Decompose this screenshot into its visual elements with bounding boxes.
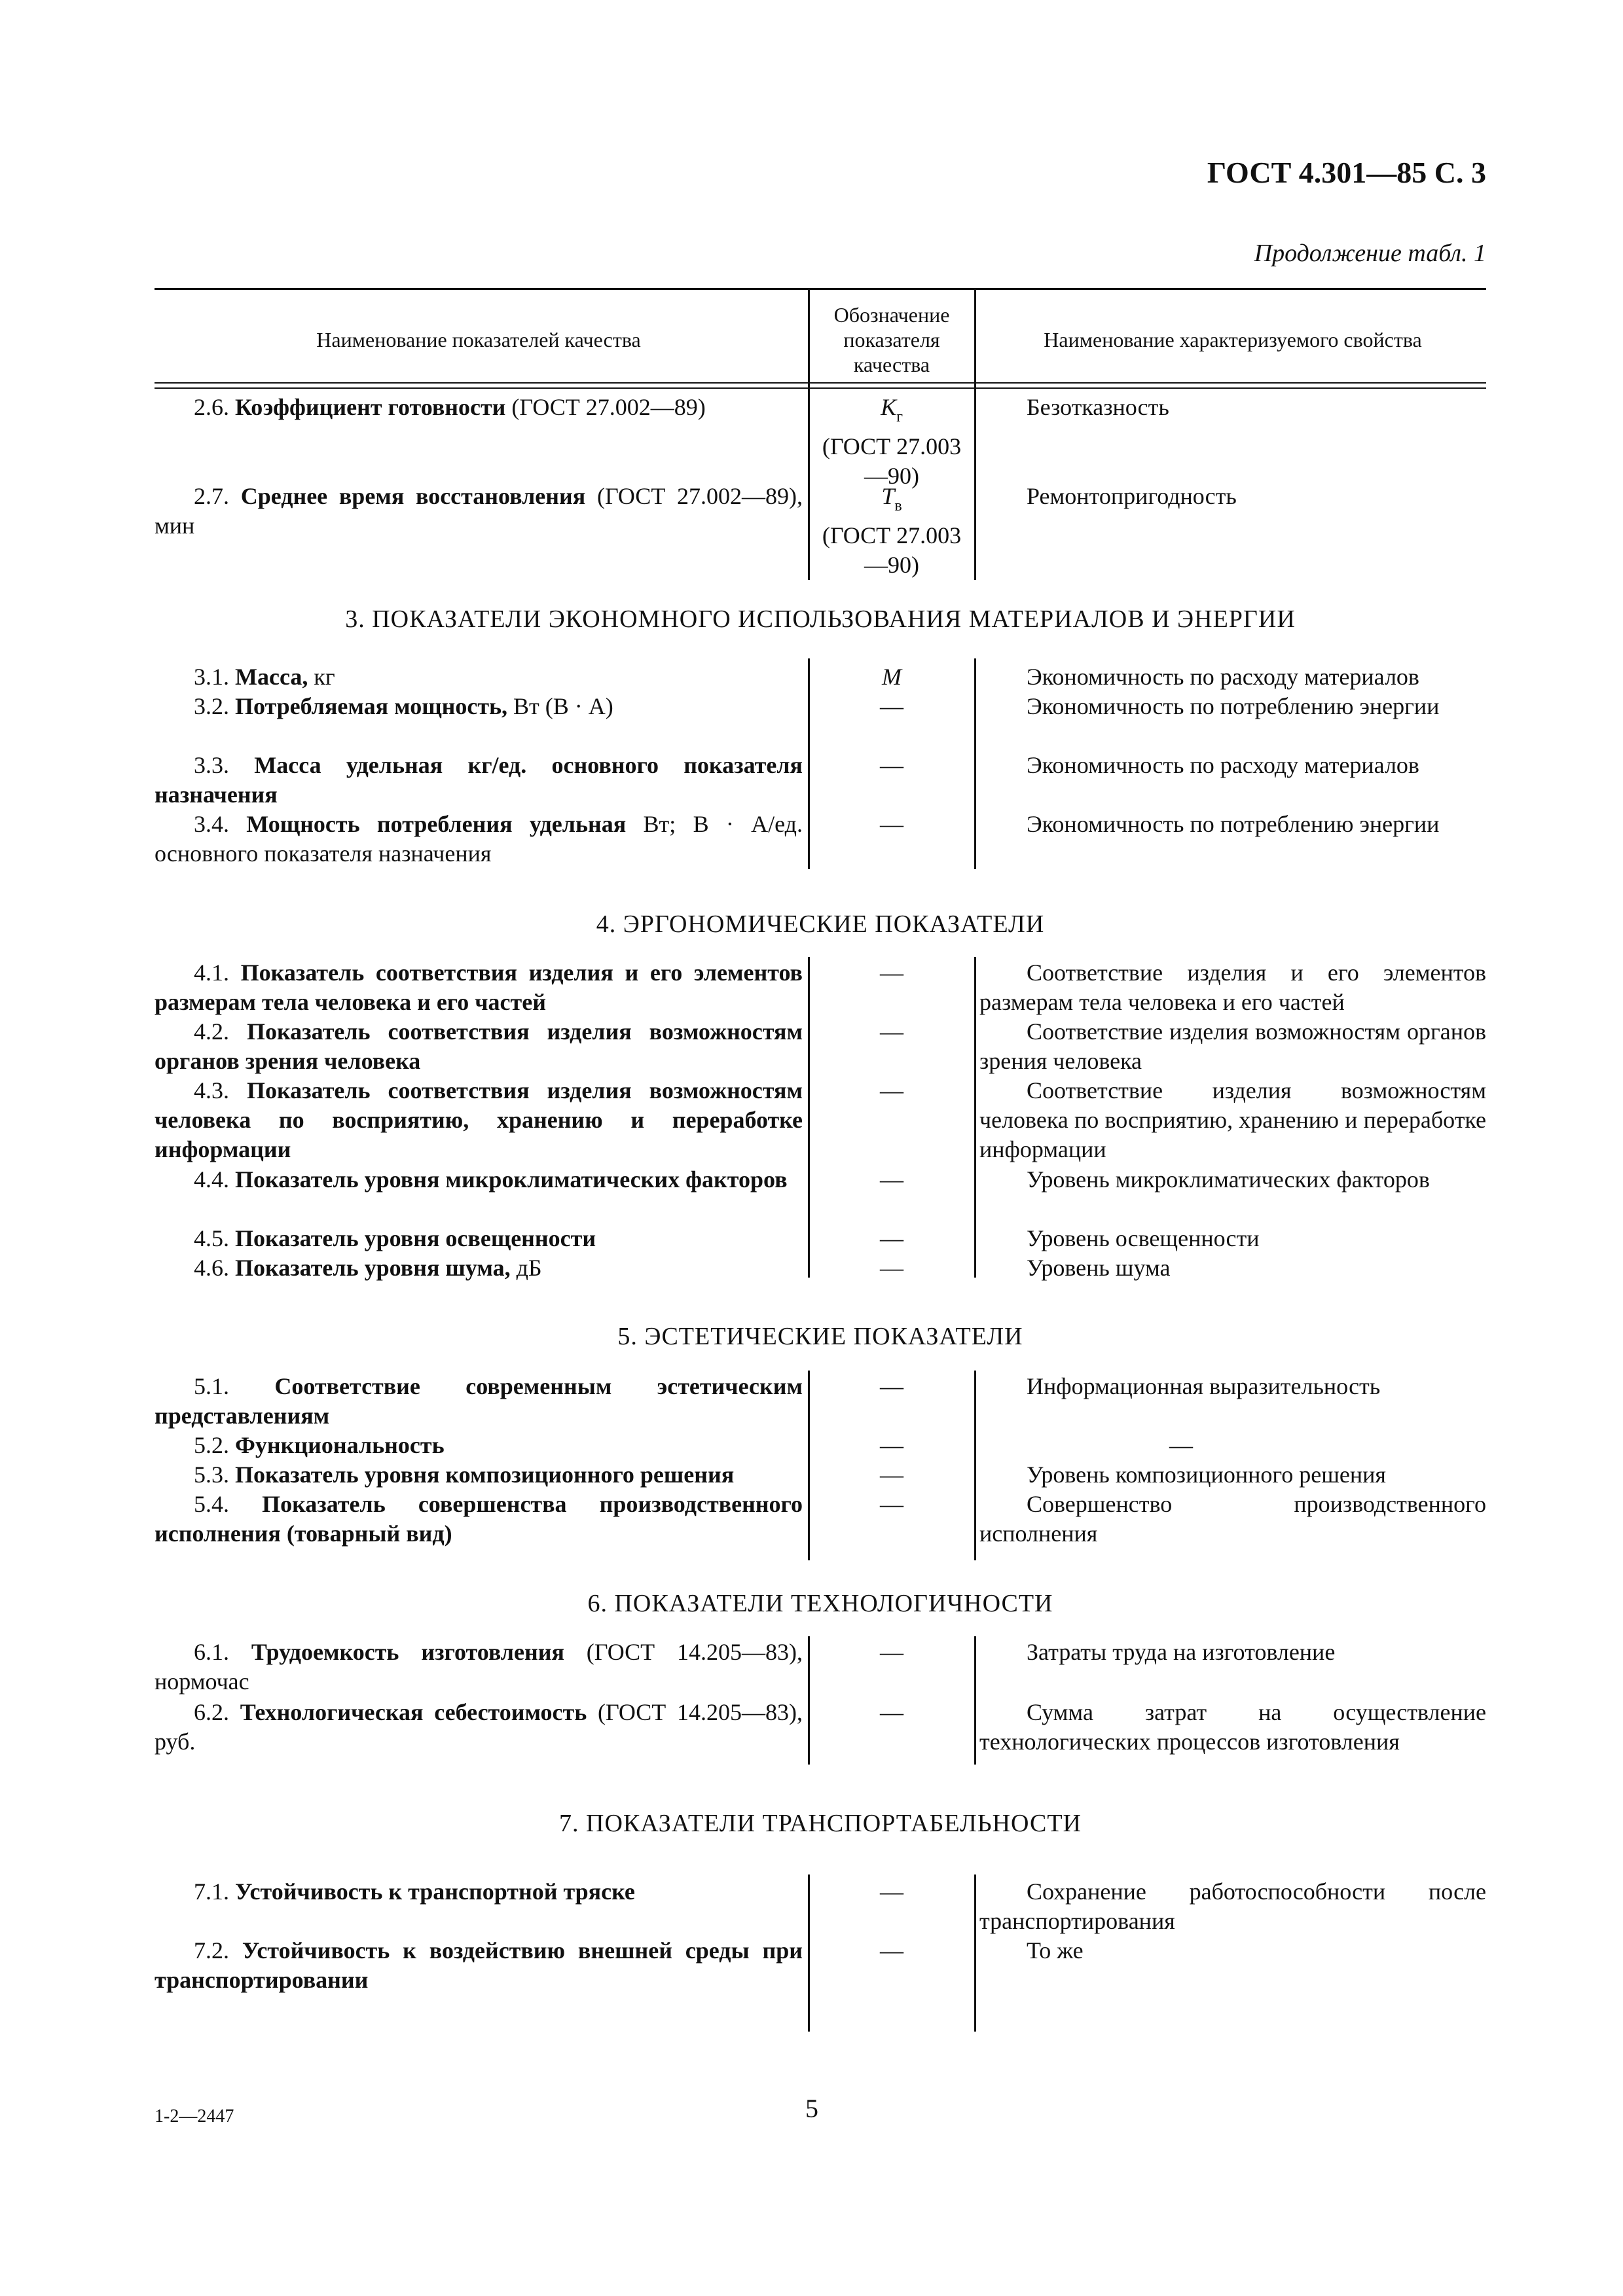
print-code: 1-2—2447 [155,2106,234,2126]
property-cell: Уровень освещенности [1027,1225,1260,1251]
property-cell: Уровень шума [1027,1255,1171,1281]
header-divider-2 [974,289,976,390]
indicator-symbol: — [880,693,903,719]
indicator-symbol: — [880,1878,903,1905]
property-cell: Соответствие изделия возможностям органов зрения человека [979,1018,1486,1074]
table-row: 3.3. Масса удельная кг/ед. основного показателя назначения [155,752,803,808]
indicator-symbol: — [880,1166,903,1193]
indicator-symbol: — [880,1937,903,1964]
table-row: 5.1. Соответствие современным эстетическим представлениям [155,1373,803,1429]
column-header-property: Наименование характеризуемого свойства [1044,328,1422,351]
body-divider-1 [808,1371,810,1560]
indicator-symbol: — [880,1077,903,1103]
property-cell: Информационная выразительность [1027,1373,1381,1399]
property-cell: Сохранение работоспособности после транспортирования [979,1878,1486,1934]
body-divider-2 [974,1874,976,2032]
table-row: 2.7. Среднее время восстановления (ГОСТ 27.002—89), мин [155,483,803,539]
table-top-rule [155,288,1486,290]
indicator-name: Коэффициент готовности [235,394,506,420]
property-cell: Экономичность по потреблению энергии [1027,693,1440,719]
table-row: 7.2. Устойчивость к воздействию внешней среды при транспортировании [155,1937,803,1993]
table-row: 4.4. Показатель уровня микроклиматических факторов [194,1166,788,1193]
table-row: 7.1. Устойчивость к транспортной тряске [194,1878,635,1905]
column-header-designation: Обозначение показателя качества [833,303,950,376]
property-cell: Сумма затрат на осуществление технологических процессов изготовления [979,1699,1486,1755]
header-double-rule-b [155,387,1486,389]
page-number: 5 [805,2094,818,2123]
indicator-symbol: — [880,1699,903,1725]
property-cell: Экономичность по потреблению энергии [1027,811,1440,837]
indicator-symbol: — [880,811,903,837]
body-divider-2 [974,658,976,869]
property-cell: — [1169,1432,1193,1458]
indicator-symbol: — [880,1432,903,1458]
indicator-symbol: $T_в$ (ГОСТ 27.003—90) [822,483,962,578]
indicator-symbol: — [880,1255,903,1281]
property-cell: Безотказность [1027,394,1169,420]
table-row: 3.2. Потребляемая мощность, Вт (В · А) [194,693,613,719]
property-cell: Соответствие изделия и его элементов размерам тела человека и его частей [979,960,1486,1015]
property-cell: То же [1027,1937,1084,1964]
indicator-symbol: — [880,1018,903,1045]
section-title: 3. ПОКАЗАТЕЛИ ЭКОНОМНОГО ИСПОЛЬЗОВАНИЯ МАТЕРИАЛОВ И ЭНЕРГИИ [345,605,1296,633]
body-divider-1 [808,390,810,580]
property-cell: Соответствие изделия возможностям человека по восприятию, хранению и переработке информации [979,1077,1486,1162]
indicator-symbol: — [880,1639,903,1665]
section-title: 7. ПОКАЗАТЕЛИ ТРАНСПОРТАБЕЛЬНОСТИ [559,1810,1082,1837]
indicator-symbol: — [880,960,903,986]
table-row: 4.2. Показатель соответствия изделия возможностям органов зрения человека [155,1018,803,1074]
indicator-symbol: — [880,1373,903,1399]
body-divider-2 [974,1636,976,1765]
body-divider-2 [974,390,976,580]
document-header: ГОСТ 4.301—85 С. 3 [1207,156,1486,189]
body-divider-1 [808,957,810,1278]
body-divider-1 [808,1636,810,1765]
indicator-symbol: — [880,1491,903,1517]
table-row: 6.2. Технологическая себестоимость (ГОСТ 14.205—83), руб. [155,1699,803,1755]
section-title: 6. ПОКАЗАТЕЛИ ТЕХНОЛОГИЧНОСТИ [587,1590,1053,1617]
property-cell: Экономичность по расходу материалов [1027,664,1419,690]
body-divider-2 [974,957,976,1278]
section-title: 4. ЭРГОНОМИЧЕСКИЕ ПОКАЗАТЕЛИ [596,910,1045,938]
body-divider-1 [808,1874,810,2032]
indicator-symbol: — [880,1225,903,1251]
table-row: 3.1. Масса, кг [194,664,335,690]
section-title: 5. ЭСТЕТИЧЕСКИЕ ПОКАЗАТЕЛИ [617,1323,1023,1350]
property-cell: Уровень микроклиматических факторов [1027,1166,1430,1193]
body-divider-1 [808,658,810,869]
header-divider-1 [808,289,810,390]
indicator-name: Среднее время восстановления [240,483,586,509]
indicator-symbol: M [882,664,902,690]
property-cell: Ремонтопригодность [1027,483,1237,509]
property-cell: Затраты труда на изготовление [1027,1639,1336,1665]
table-row: 4.6. Показатель уровня шума, дБ [194,1255,542,1281]
indicator-symbol: $K_г$ (ГОСТ 27.003—90) [822,394,962,489]
property-cell: Совершенство производственного исполнения [979,1491,1486,1547]
table-row: 5.4. Показатель совершенства производственного исполнения (товарный вид) [155,1491,803,1547]
body-divider-2 [974,1371,976,1560]
property-cell: Уровень композиционного решения [1027,1462,1386,1488]
table-row: 6.1. Трудоемкость изготовления (ГОСТ 14.205—83), нормочас [155,1639,803,1695]
header-double-rule-a [155,382,1486,384]
indicator-symbol: — [880,752,903,778]
table-row: 4.1. Показатель соответствия изделия и его элементов размерам тела человека и его частей [155,960,803,1015]
indicator-symbol: — [880,1462,903,1488]
table-row: 5.3. Показатель уровня композиционного решения [194,1462,735,1488]
table-row: 4.3. Показатель соответствия изделия возможностям человека по восприятию, хранению и переработке информации [155,1077,803,1162]
table-row: 4.5. Показатель уровня освещенности [194,1225,596,1251]
column-header-name: Наименование показателей качества [316,328,641,351]
table-continuation-label: Продолжение табл. 1 [1254,240,1486,267]
table-row: 3.4. Мощность потребления удельная Вт; В · А/ед. основного показателя назначения [155,811,803,867]
table-row: 5.2. Функциональность [194,1432,445,1458]
property-cell: Экономичность по расходу материалов [1027,752,1419,778]
table-row: 2.6. Коэффициент готовности (ГОСТ 27.002—89) [194,394,706,420]
